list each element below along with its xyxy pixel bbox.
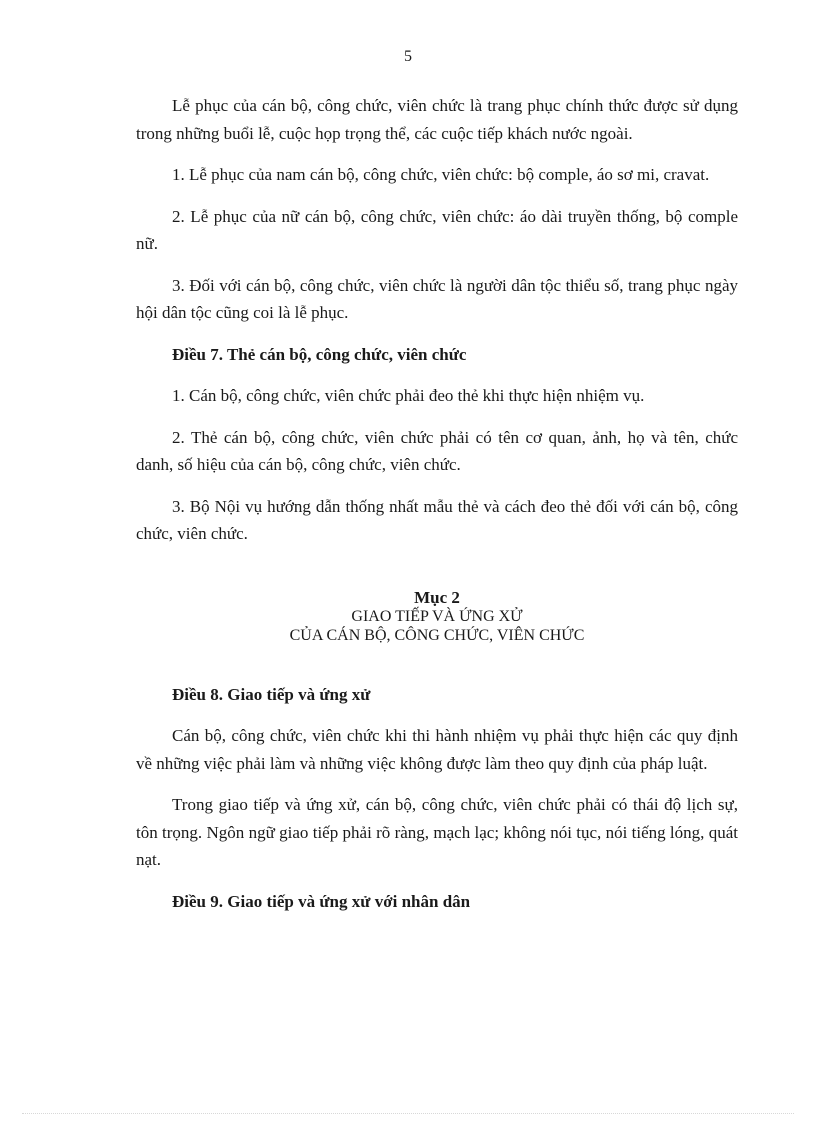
section-title-line-2: CỦA CÁN BỘ, CÔNG CHỨC, VIÊN CHỨC [289, 626, 585, 644]
document-body [136, 92, 738, 915]
article-9-title: Điều 9. Giao tiếp và ứng xử với nhân dân [172, 891, 471, 911]
article-7-item: 1. Cán bộ, công chức, viên chức phải đeo thẻ khi thực hiện nhiệm vụ. [172, 386, 645, 405]
article-7-item: 3. Bộ Nội vụ hướng dẫn thống nhất mẫu thẻ và cách đeo thẻ đối với cán bộ, công chức, viên chức. [136, 496, 738, 543]
section-heading [136, 588, 738, 645]
paragraph-male-dress: 1. Lễ phục của nam cán bộ, công chức, viên chức: bộ comple, áo sơ mi, cravat. [172, 165, 710, 184]
page-bottom-divider [22, 1113, 794, 1114]
article-7-item: 2. Thẻ cán bộ, công chức, viên chức phải có tên cơ quan, ảnh, họ và tên, chức danh, số hiệu của cán bộ, công chức, viên chức. [136, 427, 738, 474]
article-8-item: Trong giao tiếp và ứng xử, cán bộ, công chức, viên chức phải có thái độ lịch sự, tôn trọng. Ngôn ngữ giao tiếp phải rõ ràng, mạch lạc; không nói tục, nói tiếng lóng, quát nạt. [136, 795, 738, 869]
paragraph-female-dress: 2. Lễ phục của nữ cán bộ, công chức, viên chức: áo dài truyền thống, bộ comple nữ. [136, 206, 738, 253]
paragraph-ceremonial-dress: Lễ phục của cán bộ, công chức, viên chức là trang phục chính thức được sử dụng trong những buổi lễ, cuộc họp trọng thể, các cuộc tiếp khách nước ngoài. [136, 96, 738, 143]
section-title-line-1: GIAO TIẾP VÀ ỨNG XỬ [351, 607, 523, 625]
article-7-title: Điều 7. Thẻ cán bộ, công chức, viên chức [172, 344, 467, 364]
page-number: 5 [404, 48, 412, 65]
section-number: Mục 2 [414, 587, 460, 607]
article-8-title: Điều 8. Giao tiếp và ứng xử [172, 684, 371, 704]
paragraph-ethnic-dress: 3. Đối với cán bộ, công chức, viên chức là người dân tộc thiểu số, trang phục ngày hội dân tộc cũng coi là lễ phục. [136, 275, 738, 322]
article-8-item: Cán bộ, công chức, viên chức khi thi hành nhiệm vụ phải thực hiện các quy định về những việc phải làm và những việc không được làm theo quy định của pháp luật. [136, 726, 738, 773]
